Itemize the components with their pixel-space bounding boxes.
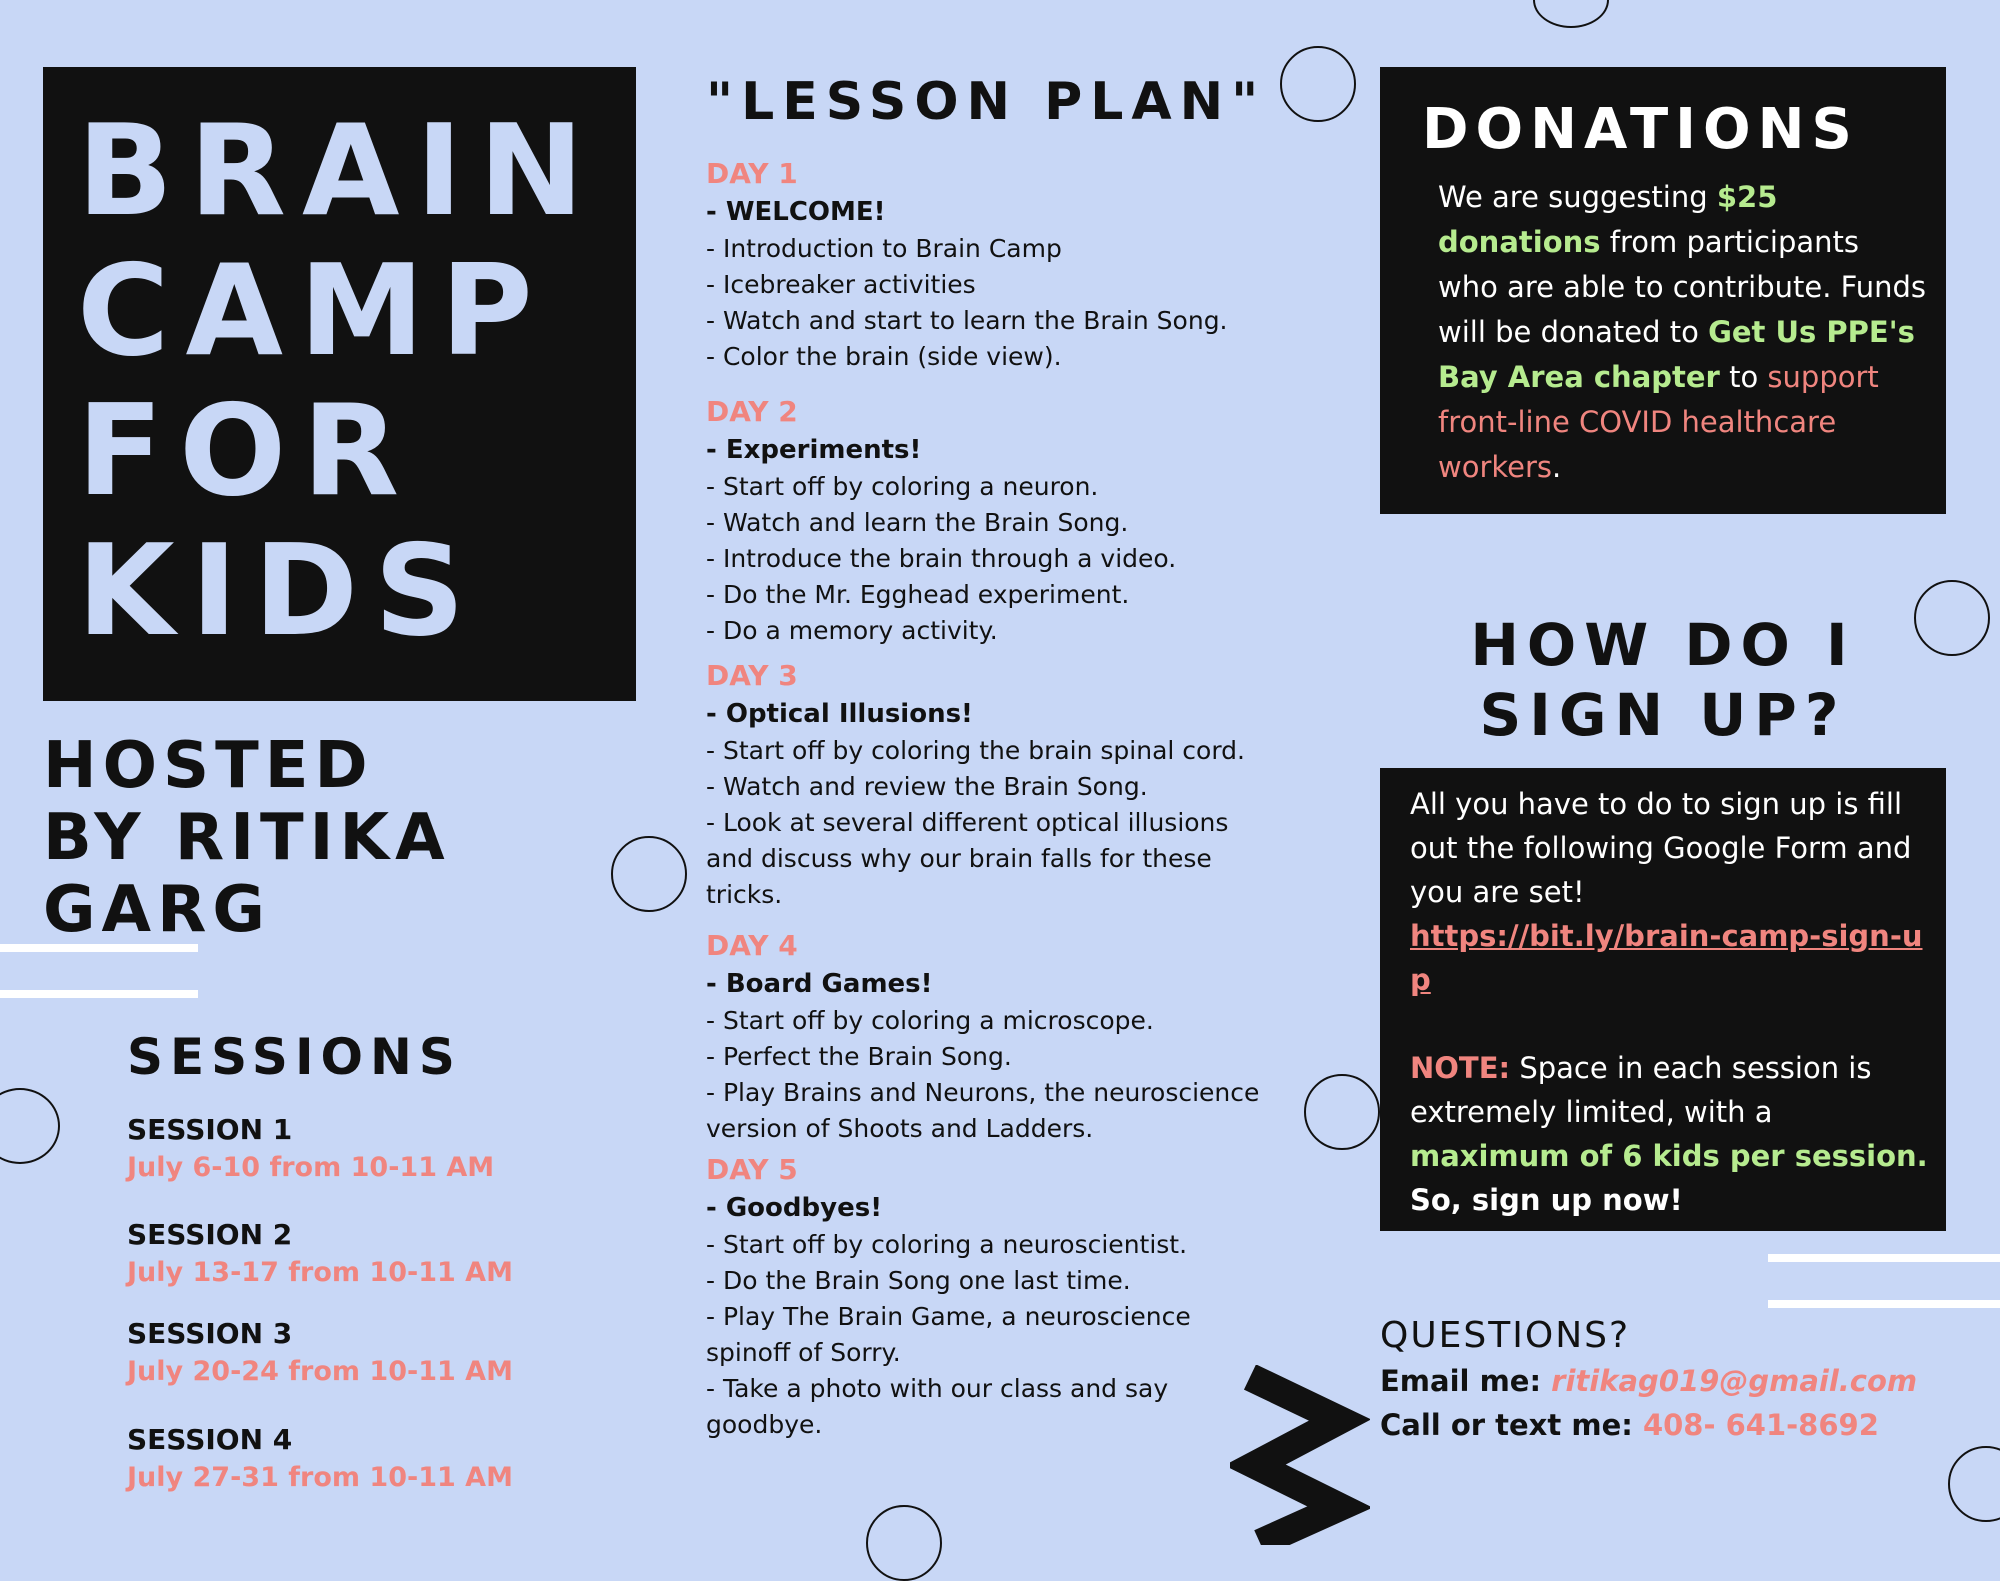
day-headline: - Goodbyes! bbox=[706, 1193, 883, 1223]
signup-box bbox=[1380, 768, 1946, 1231]
phone-label: Call or text me: bbox=[1380, 1408, 1643, 1442]
hosted-line: BY RITIKA bbox=[43, 801, 451, 875]
title-line: BRAIN bbox=[77, 97, 600, 244]
session-2 bbox=[127, 1218, 513, 1288]
day-block bbox=[706, 1151, 1266, 1443]
sessions-heading: SESSIONS bbox=[127, 1028, 462, 1086]
decor-line bbox=[1768, 1300, 2000, 1308]
session-4 bbox=[127, 1423, 513, 1493]
session-name: SESSION 3 bbox=[127, 1317, 293, 1350]
session-name: SESSION 2 bbox=[127, 1218, 293, 1251]
page-title bbox=[77, 97, 600, 664]
donation-organization: Get Us PPE's Bay Area chapter bbox=[1438, 315, 1915, 394]
questions-section bbox=[1380, 1313, 1980, 1447]
day-item: - Play The Brain Game, a neuroscience spinoff of Sorry. bbox=[706, 1302, 1191, 1367]
signup-cta: So, sign up now! bbox=[1410, 1183, 1683, 1217]
day-block bbox=[706, 393, 1266, 649]
day-item: - Do the Brain Song one last time. bbox=[706, 1266, 1131, 1295]
day-headline: - Optical Illusions! bbox=[706, 699, 973, 729]
donations-text-3: to bbox=[1719, 360, 1768, 394]
phone-number[interactable]: 408- 641-8692 bbox=[1642, 1408, 1879, 1442]
title-box bbox=[43, 67, 636, 701]
day-item: - Perfect the Brain Song. bbox=[706, 1042, 1012, 1071]
signup-heading-line: HOW DO I bbox=[1470, 611, 1856, 679]
day-label: DAY 5 bbox=[706, 1153, 798, 1186]
hosted-by bbox=[43, 730, 451, 946]
note-text: Space in each session is extremely limited, with a bbox=[1410, 1051, 1872, 1129]
lesson-plan-days bbox=[706, 155, 1266, 1443]
decor-circle bbox=[0, 1088, 60, 1164]
donations-text-1: We are suggesting bbox=[1438, 180, 1717, 214]
decor-line bbox=[1768, 1254, 2000, 1262]
session-name: SESSION 4 bbox=[127, 1423, 293, 1456]
email-label: Email me: bbox=[1380, 1364, 1552, 1398]
day-item: - Play Brains and Neurons, the neuroscience version of Shoots and Ladders. bbox=[706, 1078, 1260, 1143]
day-item: - Start off by coloring the brain spinal cord. bbox=[706, 736, 1246, 765]
session-name: SESSION 1 bbox=[127, 1113, 293, 1146]
day-item: - Watch and review the Brain Song. bbox=[706, 772, 1148, 801]
session-dates: July 20-24 from 10-11 AM bbox=[127, 1356, 513, 1387]
decor-circle bbox=[866, 1505, 942, 1581]
day-headline: - WELCOME! bbox=[706, 197, 886, 227]
day-item: - Start off by coloring a microscope. bbox=[706, 1006, 1154, 1035]
day-label: DAY 3 bbox=[706, 659, 798, 692]
signup-link[interactable]: https://bit.ly/brain-camp-sign-up bbox=[1410, 919, 1923, 997]
title-line: KIDS bbox=[77, 517, 481, 664]
decor-circle bbox=[1304, 1074, 1380, 1150]
day-headline: - Experiments! bbox=[706, 435, 922, 465]
day-label: DAY 2 bbox=[706, 395, 798, 428]
day-block bbox=[706, 927, 1266, 1147]
day-block bbox=[706, 657, 1266, 913]
donations-text-2: from participants who are able to contribute. Funds will be donated to bbox=[1438, 225, 1927, 349]
day-item: - Take a photo with our class and say goodbye. bbox=[706, 1374, 1169, 1439]
email-line bbox=[1380, 1359, 1980, 1403]
session-1 bbox=[127, 1113, 494, 1183]
day-item: - Introduce the brain through a video. bbox=[706, 544, 1177, 573]
note-max: maximum of 6 kids per session. bbox=[1410, 1139, 1928, 1173]
day-item: - Do a memory activity. bbox=[706, 616, 998, 645]
questions-heading: QUESTIONS? bbox=[1380, 1315, 1631, 1356]
title-line: CAMP bbox=[77, 237, 549, 384]
signup-intro: All you have to do to sign up is fill out the following Google Form and you are set! bbox=[1410, 787, 1912, 909]
donations-heading: DONATIONS bbox=[1422, 97, 1859, 162]
day-item: - Start off by coloring a neuron. bbox=[706, 472, 1099, 501]
day-item: - Do the Mr. Egghead experiment. bbox=[706, 580, 1130, 609]
day-headline: - Board Games! bbox=[706, 969, 933, 999]
signup-note bbox=[1410, 1046, 1930, 1178]
donation-cause: support front-line COVID healthcare workers bbox=[1438, 360, 1879, 484]
donation-amount: $25 donations bbox=[1438, 180, 1778, 259]
donations-text bbox=[1438, 175, 1928, 490]
day-item: - Watch and learn the Brain Song. bbox=[706, 508, 1129, 537]
donations-text-4: . bbox=[1552, 450, 1562, 484]
day-item: - Introduction to Brain Camp bbox=[706, 234, 1062, 263]
decor-circle bbox=[1280, 46, 1356, 122]
note-label: NOTE: bbox=[1410, 1051, 1511, 1085]
title-line: FOR bbox=[77, 377, 416, 524]
lesson-plan-heading: "LESSON PLAN" bbox=[706, 72, 1267, 132]
decor-circle bbox=[1948, 1446, 2000, 1522]
day-item: - Color the brain (side view). bbox=[706, 342, 1062, 371]
decor-circle bbox=[611, 836, 687, 912]
session-dates: July 6-10 from 10-11 AM bbox=[127, 1152, 495, 1183]
day-label: DAY 4 bbox=[706, 929, 798, 962]
day-label: DAY 1 bbox=[706, 157, 798, 190]
day-item: - Icebreaker activities bbox=[706, 270, 976, 299]
donations-box bbox=[1380, 67, 1946, 514]
day-item: - Watch and start to learn the Brain Song. bbox=[706, 306, 1228, 335]
phone-line bbox=[1380, 1403, 1980, 1447]
signup-content bbox=[1410, 782, 1930, 1222]
day-item: - Look at several different optical illusions and discuss why our brain falls for these tricks. bbox=[706, 808, 1229, 909]
decor-circle bbox=[1533, 0, 1609, 28]
decor-line bbox=[0, 990, 198, 998]
session-3 bbox=[127, 1317, 513, 1387]
day-block bbox=[706, 155, 1266, 375]
session-dates: July 27-31 from 10-11 AM bbox=[127, 1462, 513, 1493]
email-link[interactable]: ritikag019@gmail.com bbox=[1551, 1364, 1918, 1398]
day-item: - Start off by coloring a neuroscientist. bbox=[706, 1230, 1188, 1259]
signup-heading bbox=[1380, 610, 1946, 750]
hosted-line: GARG bbox=[43, 873, 271, 947]
signup-heading-line: SIGN UP? bbox=[1479, 681, 1847, 749]
hosted-line: HOSTED bbox=[43, 729, 374, 803]
session-dates: July 13-17 from 10-11 AM bbox=[127, 1257, 513, 1288]
